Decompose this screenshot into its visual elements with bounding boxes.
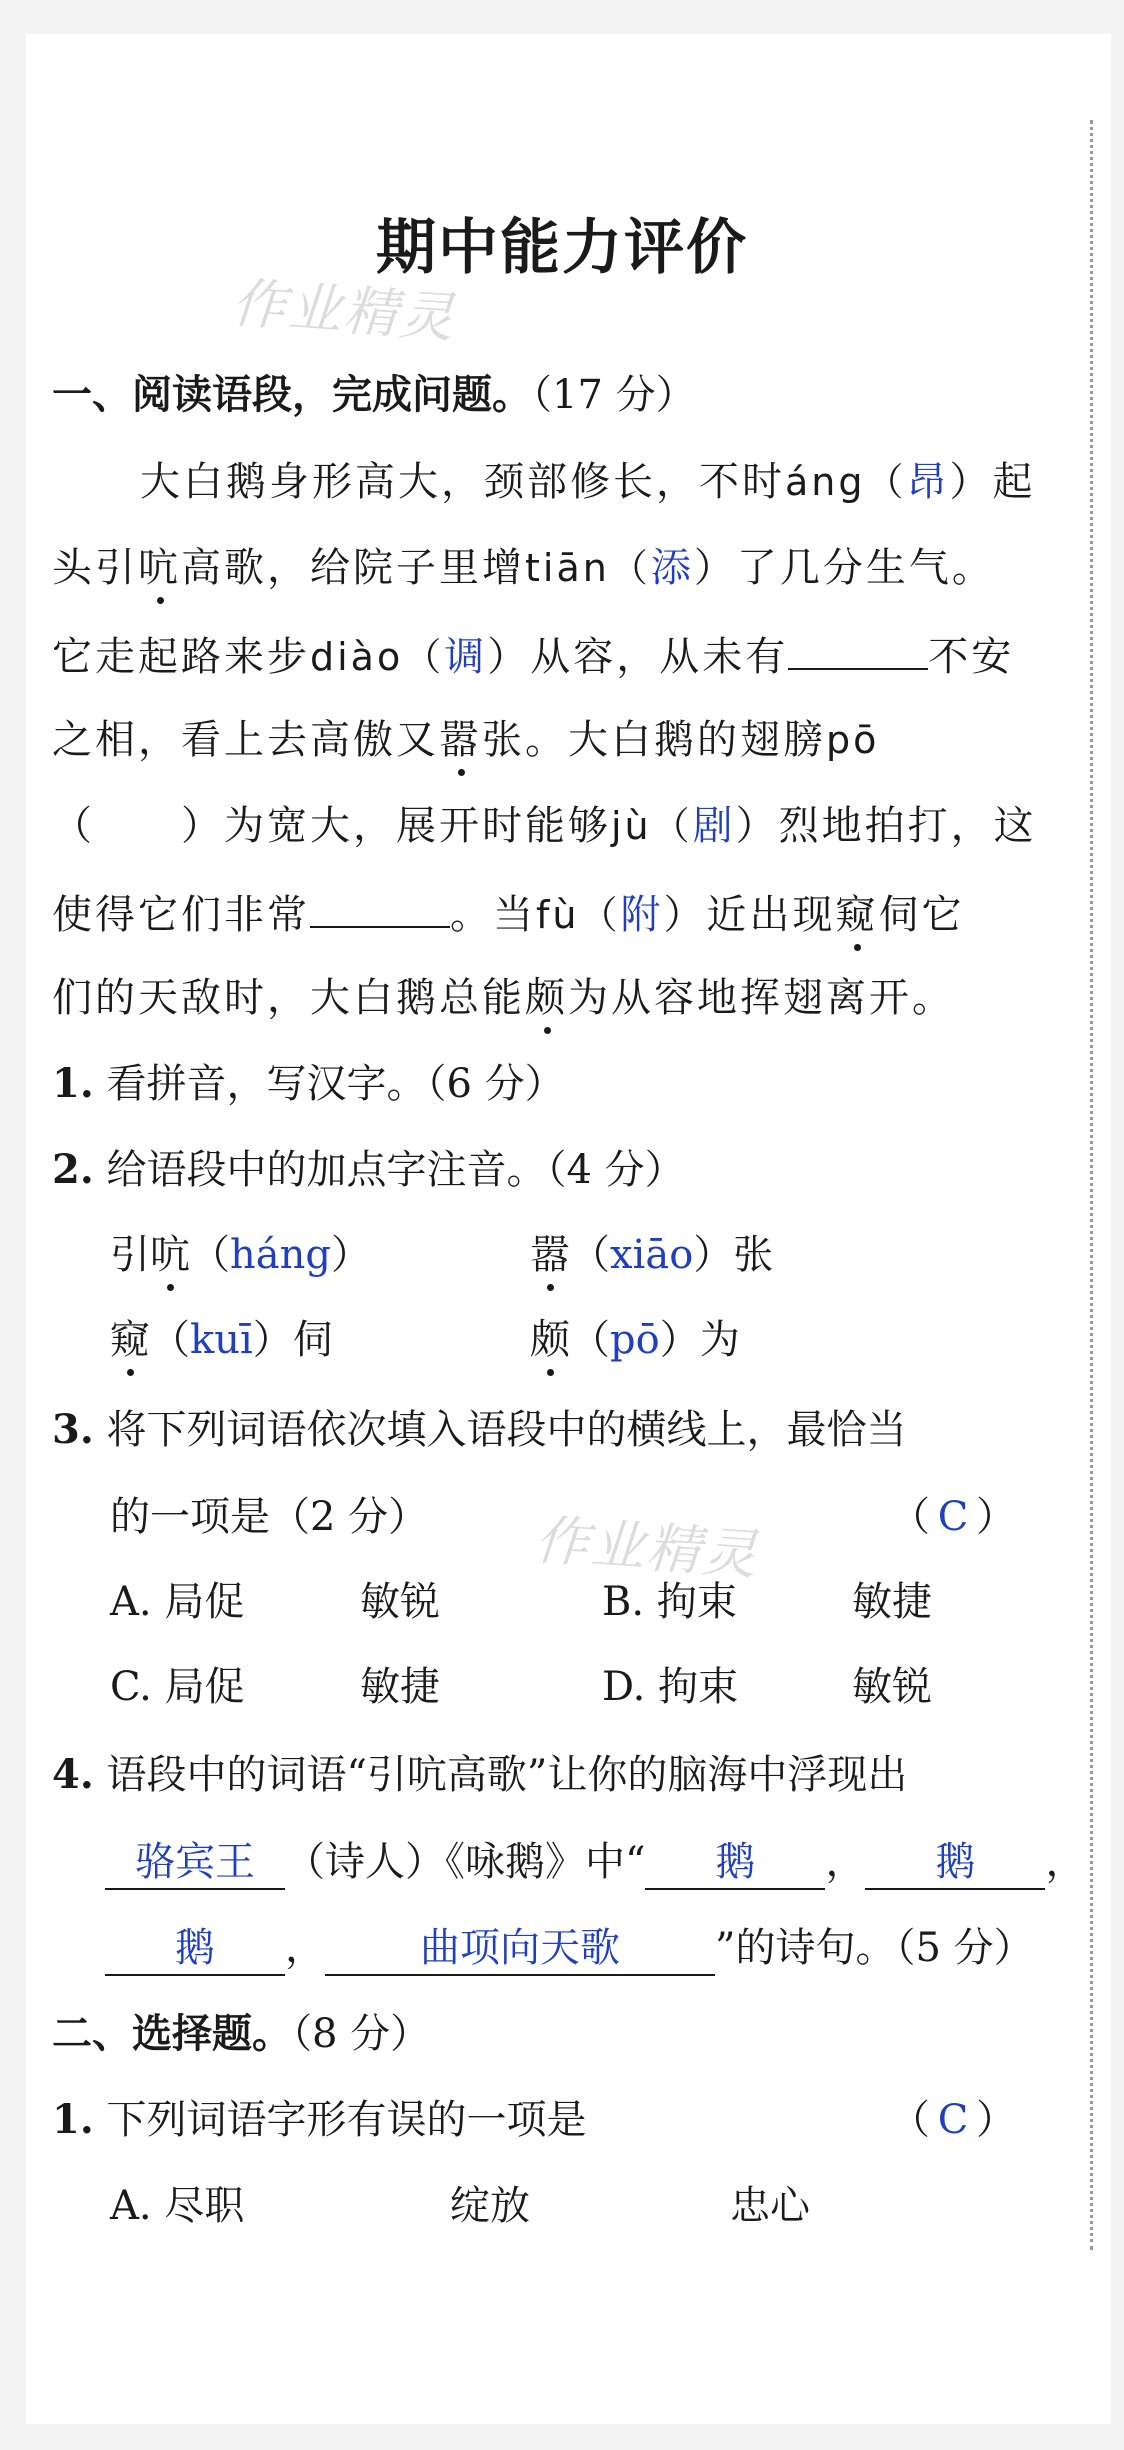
question-1 bbox=[52, 1054, 565, 1114]
section2-heading-line bbox=[52, 2004, 430, 2064]
dotted-char: 颇 bbox=[530, 1310, 570, 1370]
answer-pinyin: kuī bbox=[190, 1317, 253, 1363]
answer-char: 调 bbox=[444, 634, 488, 680]
question-number: 3. bbox=[52, 1406, 94, 1453]
page-title: 期中能力评价 bbox=[376, 213, 748, 283]
answer-pinyin: xiāo bbox=[610, 1232, 694, 1278]
answer-choice: C bbox=[937, 1494, 969, 1540]
q2-item-kui bbox=[110, 1310, 333, 1370]
bracket: （ bbox=[570, 1232, 610, 1278]
passage-line-2 bbox=[52, 538, 995, 598]
passage-text: 使得它们非常 bbox=[52, 892, 310, 938]
dotted-char: 吭 bbox=[150, 1225, 190, 1285]
item-text: 为 bbox=[699, 1317, 740, 1363]
answer-choice: C bbox=[937, 2097, 969, 2143]
q3-option-a-word: 敏锐 bbox=[360, 1579, 440, 1625]
q2-item-hang bbox=[110, 1225, 371, 1285]
passage-text: 头引 bbox=[52, 545, 138, 591]
question-text: 语段中的词语“引吭高歌”让你的脑海中浮现出 bbox=[106, 1752, 908, 1798]
q2-item-xiao bbox=[530, 1225, 773, 1285]
section1-score: （17 分） bbox=[532, 372, 696, 418]
bracket: ） bbox=[976, 1494, 1016, 1540]
fill-blank-2[interactable] bbox=[310, 882, 450, 928]
question-text: 下列词语字形有误的一项是 bbox=[106, 2097, 587, 2143]
q2-item-po bbox=[530, 1310, 740, 1370]
passage-text: 不安 bbox=[928, 634, 1015, 680]
dotted-char: 嚣 bbox=[530, 1225, 570, 1285]
answer-line-2: 鹅 bbox=[865, 1836, 1045, 1890]
passage-text: 为从容地挥翅离开。 bbox=[568, 975, 955, 1021]
section2-score: （8 分） bbox=[292, 2011, 431, 2057]
answer-line-3: 鹅 bbox=[105, 1922, 285, 1976]
passage-text: 。当 bbox=[450, 892, 536, 938]
bracket: （ bbox=[890, 2097, 930, 2143]
item-text: 张 bbox=[733, 1232, 774, 1278]
s2-question-1 bbox=[52, 2090, 586, 2150]
passage-text: 它走起路来步 bbox=[52, 634, 310, 680]
answer-char: 附 bbox=[620, 892, 664, 938]
q3-option-b-word: 敏捷 bbox=[852, 1579, 932, 1625]
answer-char: 添 bbox=[650, 545, 694, 591]
section1-heading: 一、阅读语段，完成问题。 bbox=[52, 372, 532, 418]
question-2 bbox=[52, 1140, 685, 1200]
q3-option-a: A. 局促 bbox=[110, 1579, 245, 1625]
q3-option-c-word: 敏捷 bbox=[360, 1664, 440, 1710]
answer-pinyin: pō bbox=[610, 1317, 660, 1363]
passage-text: 伺它 bbox=[878, 892, 965, 938]
punct: ， bbox=[1045, 1839, 1086, 1885]
item-text: 引 bbox=[110, 1232, 150, 1278]
q3-option-d: D. 拘束 bbox=[602, 1664, 739, 1710]
passage-line-4 bbox=[52, 710, 879, 770]
question-text: 将下列词语依次填入语段中的横线上，最恰当 bbox=[106, 1407, 907, 1453]
q4-line3 bbox=[105, 1918, 1034, 1978]
passage-text: ）烈地拍打，这 bbox=[735, 803, 1037, 849]
passage-text: ）起 bbox=[949, 459, 1036, 505]
question-text: ”的诗句。（5 分） bbox=[715, 1925, 1034, 1971]
question-3 bbox=[52, 1400, 906, 1460]
bracket: （ bbox=[570, 1317, 610, 1363]
passage-text: 之相，看上去高傲又 bbox=[52, 717, 439, 763]
q3-answer-bracket bbox=[890, 1487, 1016, 1547]
s2q1-option-a: A. 尽职 bbox=[110, 2183, 245, 2229]
question-number: 1. bbox=[52, 1060, 94, 1107]
passage-line-5 bbox=[52, 796, 1037, 856]
dotted-char: 窥 bbox=[835, 885, 878, 945]
answer-pinyin: háng bbox=[230, 1232, 331, 1278]
s2q1-answer-bracket bbox=[890, 2090, 1016, 2150]
pinyin: fù（ bbox=[536, 893, 621, 937]
binding-dotted-line bbox=[1090, 120, 1093, 2250]
watermark-top: 作业精灵 bbox=[229, 271, 458, 350]
dotted-char: 窥 bbox=[110, 1310, 150, 1370]
bracket: （ bbox=[150, 1317, 190, 1363]
passage-text: 大白鹅身形高大，颈部修长，不时 bbox=[140, 459, 785, 505]
bracket: ） bbox=[252, 1317, 293, 1363]
bracket: ） bbox=[976, 2097, 1016, 2143]
passage-line-3 bbox=[52, 624, 1014, 687]
question-number: 4. bbox=[52, 1751, 94, 1798]
passage-line-6 bbox=[52, 882, 964, 945]
question-4 bbox=[52, 1745, 907, 1805]
dotted-char: 吭 bbox=[138, 538, 181, 598]
passage-text: （ ）为宽大，展开时能够 bbox=[52, 803, 611, 849]
fill-blank-1[interactable] bbox=[788, 624, 928, 670]
passage-text: ）近出现 bbox=[663, 892, 836, 938]
passage-text: 张。大白鹅的翅膀 bbox=[482, 717, 826, 763]
pinyin: áng（ bbox=[785, 460, 907, 504]
dotted-char: 颇 bbox=[525, 968, 568, 1028]
q3-option-c: C. 局促 bbox=[110, 1664, 245, 1710]
question-text: 给语段中的加点字注音。（4 分） bbox=[106, 1147, 685, 1193]
q4-line2 bbox=[105, 1832, 1085, 1892]
pinyin: jù（ bbox=[611, 804, 693, 848]
passage-line-7 bbox=[52, 968, 955, 1028]
answer-line-1: 鹅 bbox=[645, 1836, 825, 1890]
passage-text: 们的天敌时，大白鹅总能 bbox=[52, 975, 525, 1021]
passage-line-1 bbox=[140, 452, 1036, 512]
passage-text: ）了几分生气。 bbox=[693, 545, 995, 591]
answer-char: 剧 bbox=[692, 803, 736, 849]
dotted-char: 嚣 bbox=[439, 710, 482, 770]
bracket: （ bbox=[190, 1232, 230, 1278]
pinyin: diào（ bbox=[310, 635, 445, 679]
answer-poet: 骆宾王 bbox=[105, 1836, 285, 1890]
bracket: （ bbox=[890, 1494, 930, 1540]
q3-option-b: B. 拘束 bbox=[602, 1579, 737, 1625]
bracket: ） bbox=[693, 1232, 734, 1278]
question-number: 1. bbox=[52, 2096, 94, 2143]
punct: ， bbox=[825, 1839, 866, 1885]
q3-option-d-word: 敏锐 bbox=[852, 1664, 932, 1710]
question-3-line2: 的一项是（2 分） bbox=[110, 1494, 429, 1540]
passage-text: 高歌，给院子里增 bbox=[181, 545, 525, 591]
pinyin: tiān（ bbox=[525, 546, 651, 590]
s2q1-option-a-word2: 绽放 bbox=[450, 2183, 530, 2229]
watermark-mid: 作业精灵 bbox=[532, 1508, 761, 1587]
pinyin: pō bbox=[826, 718, 880, 762]
question-text: 看拼音，写汉字。（6 分） bbox=[106, 1061, 565, 1107]
s2q1-option-a-word3: 忠心 bbox=[730, 2183, 810, 2229]
section2-heading: 二、选择题。 bbox=[52, 2011, 292, 2057]
question-number: 2. bbox=[52, 1146, 94, 1193]
bracket: ） bbox=[330, 1232, 371, 1278]
section1-heading-line bbox=[52, 365, 696, 425]
punct: ， bbox=[285, 1925, 325, 1971]
passage-text: ）从容，从未有 bbox=[487, 634, 789, 680]
answer-line-4: 曲项向天歌 bbox=[325, 1922, 715, 1976]
bracket: ） bbox=[659, 1317, 700, 1363]
question-text: （诗人）《咏鹅》中“ bbox=[285, 1839, 646, 1885]
item-text: 伺 bbox=[292, 1317, 333, 1363]
answer-char: 昂 bbox=[906, 459, 950, 505]
